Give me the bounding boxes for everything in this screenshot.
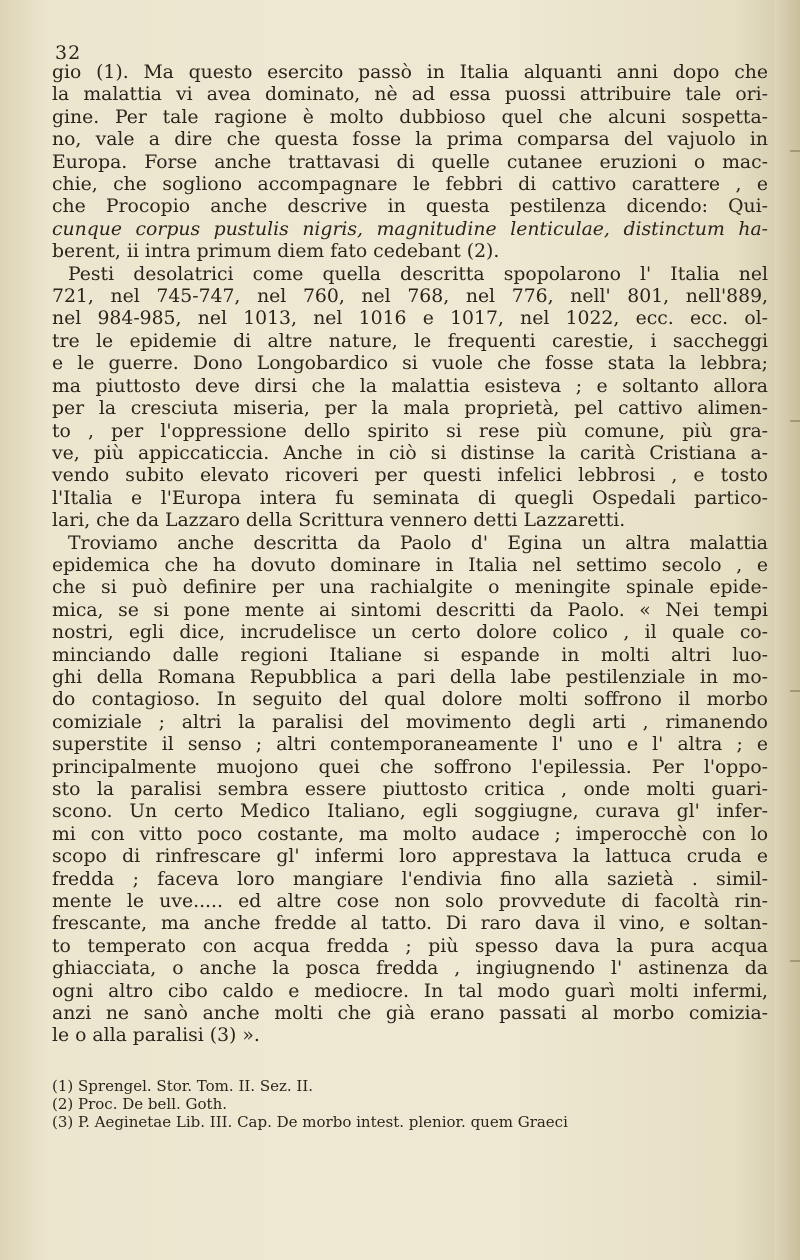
text-line: Europa. Forse anche trattavasi di quelle cutanee eruzioni o mac- bbox=[52, 151, 768, 173]
text-line: ogni altro cibo caldo e mediocre. In tal modo guarì molti infermi, bbox=[52, 980, 768, 1002]
text-line: fredda ; faceva loro mangiare l'endivia fino alla sazietà . simil- bbox=[52, 868, 768, 890]
footnote: (3) P. Aeginetae Lib. III. Cap. De morbo intest. plenior. quem Graeci bbox=[52, 1113, 568, 1131]
text-line: epidemica che ha dovuto dominare in Italia nel settimo secolo , e bbox=[52, 554, 768, 576]
text-line: principalmente muojono quei che soffrono l'epilessia. Per l'oppo- bbox=[52, 756, 768, 778]
text-line: ghi della Romana Repubblica a pari della labe pestilenziale in mo- bbox=[52, 666, 768, 688]
footnotes bbox=[52, 1077, 768, 1131]
text-line: Pesti desolatrici come quella descritta spopolarono l' Italia nel bbox=[68, 263, 768, 285]
text-line: mi con vitto poco costante, ma molto audace ; imperocchè con lo bbox=[52, 823, 768, 845]
text-line: chie, che sogliono accompagnare le febbri di cattivo carattere , e bbox=[52, 174, 768, 196]
body-text bbox=[52, 62, 768, 1048]
text-line: lari, che da Lazzaro della Scrittura vennero detti Lazzaretti. bbox=[52, 510, 626, 532]
text-line: 721, nel 745-747, nel 760, nel 768, nel 776, nell' 801, nell'889, bbox=[52, 286, 768, 308]
text-line: nostri, egli dice, incrudelisce un certo dolore colico , il quale co- bbox=[52, 622, 768, 644]
text-line: ve, più appiccaticcia. Anche in ciò si distinse la carità Cristiana a- bbox=[52, 442, 768, 464]
text-line: gio (1). Ma questo esercito passò in Italia alquanti anni dopo che bbox=[52, 62, 768, 83]
text-line: ma piuttosto deve dirsi che la malattia esisteva ; e soltanto allora bbox=[52, 375, 768, 397]
text-line: frescante, ma anche fredde al tatto. Di raro dava il vino, e soltan- bbox=[52, 913, 768, 935]
text-line: superstite il senso ; altri contemporaneamente l' uno e l' altra ; e bbox=[52, 734, 768, 756]
text-line: la malattia vi avea dominato, nè ad essa puossi attribuire tale ori- bbox=[52, 84, 768, 106]
text-line: nel 984-985, nel 1013, nel 1016 e 1017, nel 1022, ecc. ecc. ol- bbox=[52, 308, 768, 330]
text-line: Troviamo anche descritta da Paolo d' Egina un altra malattia bbox=[68, 532, 768, 554]
text-line: berent, ii intra primum diem fato cedebant (2). bbox=[52, 241, 500, 263]
text-line: mica, se si pone mente ai sintomi descritti da Paolo. « Nei tempi bbox=[52, 599, 768, 621]
text-line: no, vale a dire che questa fosse la prima comparsa del vajuolo in bbox=[52, 129, 768, 151]
text-line: cunque corpus pustulis nigris, magnitudine lenticulae, distinctum ha- bbox=[52, 218, 768, 240]
text-line: le o alla paralisi (3) ». bbox=[52, 1025, 260, 1047]
text-line: l'Italia e l'Europa intera fu seminata di quegli Ospedali partico- bbox=[52, 487, 768, 509]
text-line: ghiacciata, o anche la posca fredda , ingiugnendo l' astinenza da bbox=[52, 958, 768, 980]
text-line: scono. Un certo Medico Italiano, egli soggiugne, curava gl' infer- bbox=[52, 801, 768, 823]
text-line: vendo subito elevato ricoveri per questi infelici lebbrosi , e tosto bbox=[52, 465, 768, 487]
page-edge bbox=[774, 0, 800, 1260]
text-line: sto la paralisi sembra essere piuttosto critica , onde molti guari- bbox=[52, 779, 768, 800]
footnote: (1) Sprengel. Stor. Tom. II. Sez. II. bbox=[52, 1077, 314, 1095]
text-line: anzi ne sanò anche molti che già erano passati al morbo comizia- bbox=[52, 1003, 768, 1025]
text-line: do contagioso. In seguito del qual dolore molti soffrono il morbo bbox=[52, 689, 768, 711]
footnote: (2) Proc. De bell. Goth. bbox=[52, 1095, 227, 1113]
text-line: e le guerre. Dono Longobardico si vuole che fosse stata la lebbra; bbox=[52, 353, 768, 375]
text-line: to temperato con acqua fredda ; più spesso dava la pura acqua bbox=[52, 935, 768, 957]
text-line: minciando dalle regioni Italiane si espande in molti altri luo- bbox=[52, 644, 768, 666]
page-number: 32 bbox=[55, 42, 82, 64]
text-line: gine. Per tale ragione è molto dubbioso quel che alcuni sospetta- bbox=[52, 106, 768, 128]
text-line: comiziale ; altri la paralisi del movimento degli arti , rimanendo bbox=[52, 711, 768, 733]
text-line: che Procopio anche descrive in questa pestilenza dicendo: Qui- bbox=[52, 196, 768, 218]
text-line: per la cresciuta miseria, per la mala proprietà, pel cattivo alimen- bbox=[52, 398, 768, 420]
text-line: che si può definire per una rachialgite o meningite spinale epide- bbox=[52, 577, 768, 599]
text-line: tre le epidemie di altre nature, le frequenti carestie, i saccheggi bbox=[52, 330, 768, 352]
text-line: to , per l'oppressione dello spirito si rese più comune, più gra- bbox=[52, 420, 768, 442]
text-line: scopo di rinfrescare gl' infermi loro apprestava la lattuca cruda e bbox=[52, 846, 768, 868]
text-line: mente le uve..... ed altre cose non solo provvedute di facoltà rin- bbox=[52, 891, 768, 913]
